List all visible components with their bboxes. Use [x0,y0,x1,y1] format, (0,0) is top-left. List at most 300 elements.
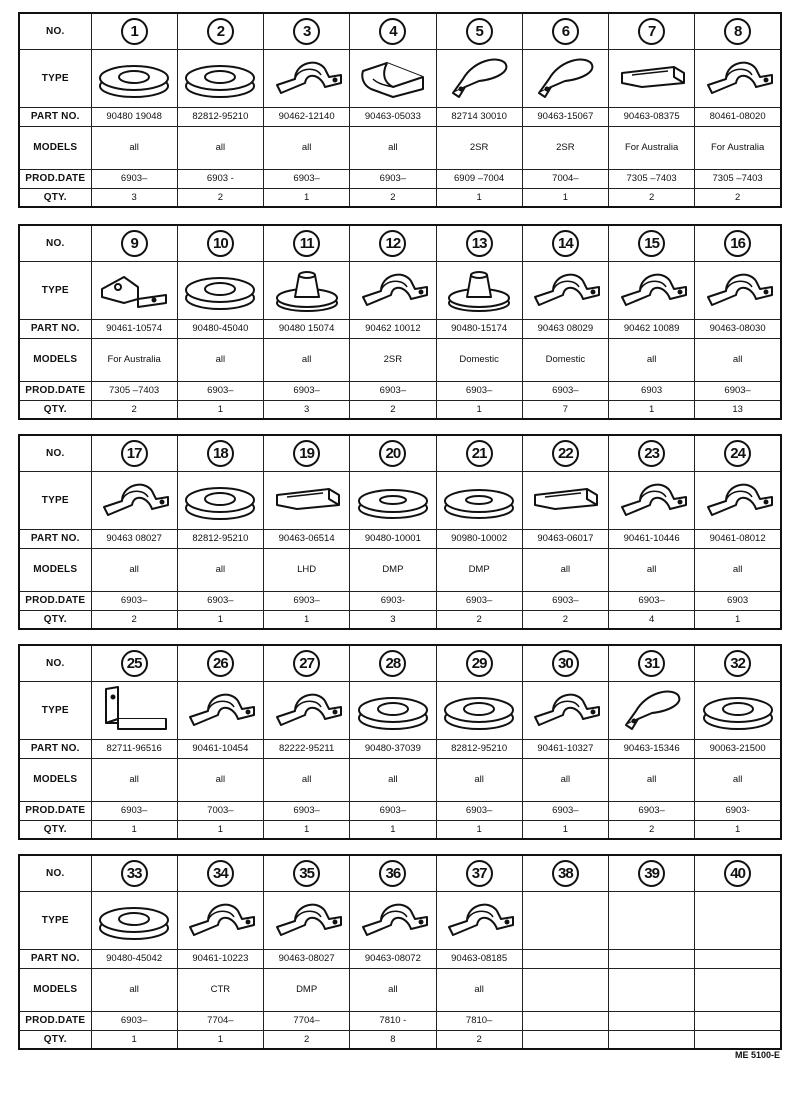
item-number [609,225,695,261]
part-illustration [264,471,350,529]
part-number: 90461-10454 [177,739,263,758]
row-part-no [19,319,781,338]
item-number [436,435,522,471]
production-date: 7704– [177,1011,263,1030]
model-applicability: all [264,126,350,169]
row-label-models: MODELS [19,758,91,801]
part-number [695,949,781,968]
item-number [350,225,436,261]
part-illustration [695,891,781,949]
quantity: 2 [350,400,436,419]
item-number-circle: 30 [552,650,579,677]
quantity [695,1030,781,1049]
row-label-part-no: PART NO. [19,319,91,338]
part-number: 90463-08072 [350,949,436,968]
item-number-circle: 7 [638,18,665,45]
part-illustration [350,49,436,107]
part-number: 90463 08029 [522,319,608,338]
part-illustration [609,49,695,107]
row-no [19,225,781,261]
part-illustration [436,471,522,529]
item-number-circle: 15 [638,230,665,257]
model-applicability: DMP [350,548,436,591]
quantity: 1 [350,820,436,839]
quantity: 2 [350,188,436,207]
quantity: 1 [264,820,350,839]
bent-clip-icon [350,53,435,103]
model-applicability: all [177,338,263,381]
parts-table [18,434,782,630]
model-applicability: all [609,338,695,381]
part-number: 90462 10089 [609,319,695,338]
plug-icon [350,475,435,525]
row-qty [19,610,781,629]
clamp-icon [264,53,349,103]
part-number: 90480-15174 [436,319,522,338]
row-models [19,968,781,1011]
quantity: 1 [177,1030,263,1049]
row-type [19,261,781,319]
item-number-circle: 5 [466,18,493,45]
item-number [436,225,522,261]
row-part-no [19,107,781,126]
row-qty [19,820,781,839]
clamp-icon [523,265,608,315]
band-clamp-icon [437,53,522,103]
model-applicability: all [177,126,263,169]
part-number: 90463-15067 [522,107,608,126]
production-date: 6903– [177,591,263,610]
row-label-type: TYPE [19,49,91,107]
quantity: 1 [695,820,781,839]
row-no [19,645,781,681]
part-illustration [350,681,436,739]
part-illustration [91,261,177,319]
item-number-circle: 18 [207,440,234,467]
quantity: 2 [436,610,522,629]
production-date: 7704– [264,1011,350,1030]
grommet-icon [92,895,177,945]
model-applicability: all [350,126,436,169]
row-models [19,338,781,381]
part-number: 90463-08185 [436,949,522,968]
part-illustration [695,681,781,739]
quantity: 1 [91,820,177,839]
part-number: 90463-15346 [609,739,695,758]
item-number [522,855,608,891]
model-applicability: all [436,758,522,801]
part-illustration [609,261,695,319]
quantity: 2 [695,188,781,207]
quantity: 3 [264,400,350,419]
item-number [522,645,608,681]
row-label-qty: QTY. [19,188,91,207]
model-applicability: Domestic [522,338,608,381]
model-applicability: all [609,758,695,801]
item-number-circle: 31 [638,650,665,677]
item-number-circle: 14 [552,230,579,257]
band-clamp-icon [523,53,608,103]
row-type [19,471,781,529]
part-number: 80461-08020 [695,107,781,126]
part-number: 90463-06514 [264,529,350,548]
item-number [609,13,695,49]
clamp-icon [92,475,177,525]
model-applicability: all [177,548,263,591]
grommet-icon [178,265,263,315]
model-applicability: all [91,548,177,591]
clamp-icon [695,53,780,103]
part-illustration [264,681,350,739]
part-number [609,949,695,968]
row-label-part-no: PART NO. [19,739,91,758]
band-clamp-icon [609,685,694,735]
row-qty [19,1030,781,1049]
part-number: 82714 30010 [436,107,522,126]
row-label-part-no: PART NO. [19,949,91,968]
production-date: 6903– [91,169,177,188]
part-number: 90463-08030 [695,319,781,338]
row-label-type: TYPE [19,681,91,739]
part-number: 90480-45042 [91,949,177,968]
quantity [522,1030,608,1049]
production-date [609,1011,695,1030]
quantity: 2 [609,188,695,207]
item-number-circle: 29 [466,650,493,677]
part-number: 90461-10574 [91,319,177,338]
row-label-no: NO. [19,645,91,681]
row-part-no [19,949,781,968]
production-date: 6903– [264,169,350,188]
item-number [350,13,436,49]
item-number [436,13,522,49]
item-number [695,13,781,49]
production-date [522,1011,608,1030]
item-number [177,855,263,891]
item-number-circle: 22 [552,440,579,467]
part-number: 90463-06017 [522,529,608,548]
model-applicability: all [522,548,608,591]
item-number-circle: 34 [207,860,234,887]
row-prod-date [19,591,781,610]
model-applicability: 2SR [350,338,436,381]
part-number: 82812-95210 [177,529,263,548]
item-number [609,645,695,681]
production-date: 6903– [350,169,436,188]
item-number-circle: 28 [379,650,406,677]
item-number [522,435,608,471]
document-code: ME 5100-E [734,1050,780,1060]
item-number-circle: 20 [379,440,406,467]
bracket-clamp-icon [92,265,177,315]
production-date: 6903– [436,801,522,820]
part-number: 82222-95211 [264,739,350,758]
production-date: 7810– [436,1011,522,1030]
flat-clip-icon [609,53,694,103]
row-label-no: NO. [19,435,91,471]
quantity: 2 [522,610,608,629]
item-number [522,225,608,261]
grommet-icon [437,685,522,735]
item-number-circle: 2 [207,18,234,45]
part-illustration [350,471,436,529]
production-date: 6903– [264,381,350,400]
cone-grommet-icon [437,265,522,315]
clamp-icon [695,475,780,525]
row-no [19,855,781,891]
part-number: 90461-10446 [609,529,695,548]
row-type [19,49,781,107]
item-number-circle: 27 [293,650,320,677]
model-applicability: all [91,968,177,1011]
production-date: 7305 –7403 [609,169,695,188]
grommet-icon [178,475,263,525]
production-date: 6903– [91,591,177,610]
row-label-no: NO. [19,13,91,49]
part-illustration [91,49,177,107]
quantity: 2 [436,1030,522,1049]
item-number-circle: 33 [121,860,148,887]
part-illustration [177,49,263,107]
production-date: 6903– [264,591,350,610]
production-date: 6903– [695,381,781,400]
part-number [522,949,608,968]
item-number [177,435,263,471]
parts-table [18,224,782,420]
model-applicability: all [91,758,177,801]
row-label-type: TYPE [19,261,91,319]
part-illustration [695,471,781,529]
grommet-icon [350,685,435,735]
row-no [19,13,781,49]
item-number-circle: 16 [724,230,751,257]
quantity: 1 [91,1030,177,1049]
item-number-circle: 10 [207,230,234,257]
item-number [350,645,436,681]
row-label-part-no: PART NO. [19,529,91,548]
item-number-circle: 38 [552,860,579,887]
item-number [91,645,177,681]
clamp-icon [609,475,694,525]
quantity: 2 [264,1030,350,1049]
quantity: 2 [91,610,177,629]
quantity: 8 [350,1030,436,1049]
quantity: 7 [522,400,608,419]
part-number: 90462-12140 [264,107,350,126]
part-number: 90461-10223 [177,949,263,968]
model-applicability: For Australia [91,338,177,381]
row-label-type: TYPE [19,891,91,949]
item-number [177,13,263,49]
production-date: 6903- [350,591,436,610]
flat-clip-icon [264,475,349,525]
model-applicability: all [264,758,350,801]
model-applicability [522,968,608,1011]
quantity: 1 [177,400,263,419]
quantity: 1 [436,188,522,207]
quantity: 2 [609,820,695,839]
part-illustration [522,471,608,529]
quantity: 1 [609,400,695,419]
part-illustration [436,261,522,319]
grommet-icon [695,685,780,735]
model-applicability: all [695,758,781,801]
clamp-icon [695,265,780,315]
model-applicability: all [436,968,522,1011]
item-number [264,855,350,891]
part-illustration [177,891,263,949]
model-applicability: all [695,338,781,381]
part-illustration [522,681,608,739]
item-number-circle: 19 [293,440,320,467]
row-label-qty: QTY. [19,400,91,419]
production-date: 6903– [350,381,436,400]
production-date: 6903– [522,381,608,400]
quantity: 4 [609,610,695,629]
row-label-prod-date: PROD.DATE [19,801,91,820]
part-illustration [436,49,522,107]
item-number [177,645,263,681]
item-number-circle: 40 [724,860,751,887]
item-number-circle: 35 [293,860,320,887]
item-number [436,855,522,891]
part-number: 82812-95210 [177,107,263,126]
item-number [91,13,177,49]
production-date: 6903– [91,801,177,820]
part-illustration [522,49,608,107]
item-number [350,435,436,471]
model-applicability: all [264,338,350,381]
part-number: 82812-95210 [436,739,522,758]
part-illustration [91,471,177,529]
part-illustration [522,261,608,319]
item-number [695,435,781,471]
quantity [609,1030,695,1049]
quantity: 3 [91,188,177,207]
cone-grommet-icon [264,265,349,315]
production-date: 6903– [522,591,608,610]
quantity: 1 [264,610,350,629]
part-number: 90463-08375 [609,107,695,126]
part-illustration [695,49,781,107]
part-illustration [177,471,263,529]
item-number [91,855,177,891]
row-label-prod-date: PROD.DATE [19,381,91,400]
clamp-icon [264,685,349,735]
row-part-no [19,529,781,548]
production-date: 7305 –7403 [695,169,781,188]
quantity: 3 [350,610,436,629]
row-label-type: TYPE [19,471,91,529]
part-number: 90063-21500 [695,739,781,758]
row-label-models: MODELS [19,126,91,169]
production-date: 7305 –7403 [91,381,177,400]
item-number [695,645,781,681]
part-number: 90462 10012 [350,319,436,338]
item-number [91,225,177,261]
parts-table [18,12,782,208]
model-applicability: all [350,968,436,1011]
parts-table [18,644,782,840]
item-number-circle: 21 [466,440,493,467]
model-applicability: all [695,548,781,591]
part-illustration [350,261,436,319]
item-number-circle: 26 [207,650,234,677]
production-date: 6903– [264,801,350,820]
item-number [264,225,350,261]
part-illustration [264,891,350,949]
part-illustration [695,261,781,319]
production-date: 7004– [522,169,608,188]
grommet-icon [92,53,177,103]
model-applicability: 2SR [522,126,608,169]
row-label-prod-date: PROD.DATE [19,1011,91,1030]
item-number-circle: 8 [724,18,751,45]
plug-icon [437,475,522,525]
item-number-circle: 11 [293,230,320,257]
quantity: 1 [522,188,608,207]
item-number [264,435,350,471]
model-applicability [609,968,695,1011]
item-number-circle: 37 [466,860,493,887]
model-applicability: For Australia [695,126,781,169]
model-applicability: all [350,758,436,801]
part-number: 90463-08027 [264,949,350,968]
production-date: 7810 - [350,1011,436,1030]
part-number: 90980-10002 [436,529,522,548]
part-number: 90480-45040 [177,319,263,338]
part-illustration [91,681,177,739]
part-illustration [522,891,608,949]
part-number: 82711-96516 [91,739,177,758]
row-prod-date [19,169,781,188]
part-number: 90480 15074 [264,319,350,338]
model-applicability [695,968,781,1011]
quantity: 1 [436,400,522,419]
production-date [695,1011,781,1030]
row-type [19,681,781,739]
row-label-models: MODELS [19,338,91,381]
item-number [609,435,695,471]
row-prod-date [19,381,781,400]
row-label-no: NO. [19,855,91,891]
row-type [19,891,781,949]
quantity: 13 [695,400,781,419]
clamp-icon [178,895,263,945]
part-illustration [350,891,436,949]
part-number: 90461-08012 [695,529,781,548]
quantity: 2 [91,400,177,419]
model-applicability: all [177,758,263,801]
clamp-icon [437,895,522,945]
model-applicability: CTR [177,968,263,1011]
item-number-circle: 13 [466,230,493,257]
model-applicability: DMP [264,968,350,1011]
part-illustration [436,891,522,949]
item-number-circle: 17 [121,440,148,467]
item-number-circle: 24 [724,440,751,467]
model-applicability: For Australia [609,126,695,169]
production-date: 6903 - [177,169,263,188]
part-illustration [177,681,263,739]
row-models [19,126,781,169]
model-applicability: DMP [436,548,522,591]
model-applicability: all [609,548,695,591]
part-illustration [609,471,695,529]
row-label-qty: QTY. [19,1030,91,1049]
production-date: 6903 [609,381,695,400]
row-part-no [19,739,781,758]
